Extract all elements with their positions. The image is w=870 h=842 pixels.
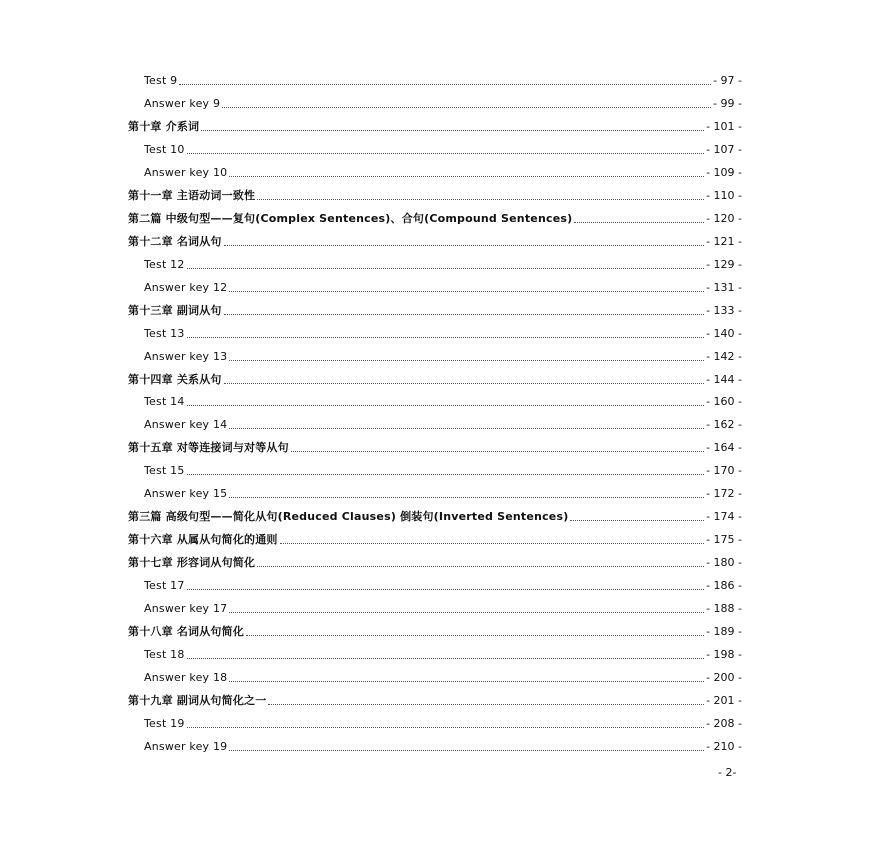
toc-entry-page: - 129 - bbox=[706, 258, 742, 271]
toc-entry[interactable] bbox=[144, 68, 742, 88]
toc-entry[interactable] bbox=[144, 734, 742, 754]
dot-leader bbox=[570, 519, 704, 521]
toc-entry-page: - 198 - bbox=[706, 648, 742, 661]
dot-leader bbox=[257, 565, 704, 567]
dot-leader bbox=[187, 657, 705, 659]
dot-leader bbox=[187, 588, 705, 590]
toc-entry-page: - 109 - bbox=[706, 166, 742, 179]
dot-leader bbox=[229, 290, 704, 292]
toc-chapter-entry[interactable] bbox=[128, 114, 742, 134]
toc-entry[interactable] bbox=[144, 665, 742, 685]
dot-leader bbox=[229, 427, 704, 429]
toc-entry-title: Answer key 10 bbox=[144, 166, 228, 179]
toc-entry-title: Answer key 19 bbox=[144, 740, 228, 753]
toc-entry[interactable] bbox=[144, 275, 742, 295]
toc-part-entry[interactable] bbox=[128, 504, 742, 524]
toc-entry-page: - 110 - bbox=[706, 189, 742, 202]
toc-entry-page: - 175 - bbox=[706, 533, 742, 546]
toc-entry-page: - 164 - bbox=[706, 441, 742, 454]
dot-leader bbox=[229, 175, 704, 177]
toc-entry-page: - 208 - bbox=[706, 717, 742, 730]
toc-entry[interactable] bbox=[144, 458, 742, 478]
toc-entry-page: - 99 - bbox=[713, 97, 742, 110]
dot-leader bbox=[187, 473, 705, 475]
toc-entry-title: Answer key 12 bbox=[144, 281, 228, 294]
toc-entry[interactable] bbox=[144, 389, 742, 409]
toc-entry-title: Test 19 bbox=[144, 717, 185, 730]
toc-entry[interactable] bbox=[144, 412, 742, 432]
page-number: - 2- bbox=[718, 766, 737, 779]
toc-entry-title: 第十七章 形容词从句简化 bbox=[128, 556, 256, 569]
dot-leader bbox=[187, 267, 705, 269]
dot-leader bbox=[291, 450, 704, 452]
toc-entry-page: - 180 - bbox=[706, 556, 742, 569]
toc-entry-page: - 172 - bbox=[706, 487, 742, 500]
toc-chapter-entry[interactable] bbox=[128, 527, 742, 547]
toc-entry-page: - 186 - bbox=[706, 579, 742, 592]
toc-chapter-entry[interactable] bbox=[128, 619, 742, 639]
toc-entry-page: - 201 - bbox=[706, 694, 742, 707]
toc-entry-page: - 210 - bbox=[706, 740, 742, 753]
toc-entry[interactable] bbox=[144, 642, 742, 662]
toc-chapter-entry[interactable] bbox=[128, 550, 742, 570]
toc-chapter-entry[interactable] bbox=[128, 688, 742, 708]
toc-entry-title: 第十一章 主语动词一致性 bbox=[128, 189, 256, 202]
toc-chapter-entry[interactable] bbox=[128, 298, 742, 318]
toc-entry-title: Test 15 bbox=[144, 464, 185, 477]
dot-leader bbox=[224, 244, 704, 246]
toc-chapter-entry[interactable] bbox=[128, 435, 742, 455]
toc-entry-page: - 189 - bbox=[706, 625, 742, 638]
toc-entry-title: Test 9 bbox=[144, 74, 178, 87]
toc-entry-title: Test 12 bbox=[144, 258, 185, 271]
toc-entry-title: Answer key 15 bbox=[144, 487, 228, 500]
toc-entry-title: Test 13 bbox=[144, 327, 185, 340]
toc-entry-title: 第十章 介系词 bbox=[128, 120, 200, 133]
toc-chapter-entry[interactable] bbox=[128, 229, 742, 249]
toc-entry-title: Test 17 bbox=[144, 579, 185, 592]
toc-entry-page: - 97 - bbox=[713, 74, 742, 87]
toc-entry-title: 第十四章 关系从句 bbox=[128, 373, 222, 386]
toc-entry[interactable] bbox=[144, 91, 742, 111]
dot-leader bbox=[222, 106, 711, 108]
toc-chapter-entry[interactable] bbox=[128, 183, 742, 203]
toc-entry-page: - 170 - bbox=[706, 464, 742, 477]
toc-entry-page: - 120 - bbox=[706, 212, 742, 225]
toc-entry-title: Answer key 18 bbox=[144, 671, 228, 684]
toc-entry-page: - 131 - bbox=[706, 281, 742, 294]
dot-leader bbox=[229, 496, 704, 498]
dot-leader bbox=[229, 359, 704, 361]
dot-leader bbox=[246, 634, 704, 636]
dot-leader bbox=[187, 726, 705, 728]
toc-entry[interactable] bbox=[144, 596, 742, 616]
dot-leader bbox=[187, 336, 705, 338]
toc-entry-page: - 121 - bbox=[706, 235, 742, 248]
toc-entry-title: 第十八章 名词从句简化 bbox=[128, 625, 245, 638]
dot-leader bbox=[201, 129, 704, 131]
toc-entry[interactable] bbox=[144, 344, 742, 364]
toc-entry-title: 第十三章 副词从句 bbox=[128, 304, 222, 317]
toc-entry[interactable] bbox=[144, 481, 742, 501]
toc-entry-title: Answer key 13 bbox=[144, 350, 228, 363]
toc-entry-page: - 188 - bbox=[706, 602, 742, 615]
toc-entry-page: - 142 - bbox=[706, 350, 742, 363]
toc-entry-page: - 200 - bbox=[706, 671, 742, 684]
toc-entry-title: 第十九章 副词从句简化之一 bbox=[128, 694, 267, 707]
toc-entry-title: Test 10 bbox=[144, 143, 185, 156]
dot-leader bbox=[268, 703, 704, 705]
toc-chapter-entry[interactable] bbox=[128, 367, 742, 387]
toc-entry-title: 第二篇 中级句型——复句(Complex Sentences)、合句(Compound Sentences) bbox=[128, 212, 573, 225]
toc-part-entry[interactable] bbox=[128, 206, 742, 226]
toc-entry[interactable] bbox=[144, 160, 742, 180]
toc-entry-title: Answer key 14 bbox=[144, 418, 228, 431]
toc-entry-page: - 133 - bbox=[706, 304, 742, 317]
toc-entry-title: 第十二章 名词从句 bbox=[128, 235, 222, 248]
toc-entry-title: Answer key 17 bbox=[144, 602, 228, 615]
dot-leader bbox=[187, 152, 705, 154]
toc-entry[interactable] bbox=[144, 137, 742, 157]
toc-entry-page: - 144 - bbox=[706, 373, 742, 386]
toc-entry[interactable] bbox=[144, 573, 742, 593]
dot-leader bbox=[280, 542, 704, 544]
toc-entry-page: - 160 - bbox=[706, 395, 742, 408]
toc-entry-title: Answer key 9 bbox=[144, 97, 221, 110]
toc-entry-page: - 174 - bbox=[706, 510, 742, 523]
toc-entry-title: 第三篇 高级句型——简化从句(Reduced Clauses) 倒装句(Inverted Sentences) bbox=[128, 510, 569, 523]
toc-entry-page: - 101 - bbox=[706, 120, 742, 133]
toc-entry[interactable] bbox=[144, 252, 742, 272]
toc-entry[interactable] bbox=[144, 711, 742, 731]
dot-leader bbox=[229, 749, 704, 751]
toc-entry[interactable] bbox=[144, 321, 742, 341]
toc-entry-page: - 162 - bbox=[706, 418, 742, 431]
dot-leader bbox=[224, 382, 704, 384]
dot-leader bbox=[229, 611, 704, 613]
toc-entry-title: 第十六章 从属从句简化的通则 bbox=[128, 533, 278, 546]
toc-entry-title: Test 14 bbox=[144, 395, 185, 408]
dot-leader bbox=[229, 680, 704, 682]
dot-leader bbox=[179, 83, 711, 85]
toc-entry-title: 第十五章 对等连接词与对等从句 bbox=[128, 441, 289, 454]
toc-entry-page: - 107 - bbox=[706, 143, 742, 156]
toc-entry-page: - 140 - bbox=[706, 327, 742, 340]
toc-entry-title: Test 18 bbox=[144, 648, 185, 661]
dot-leader bbox=[187, 404, 705, 406]
dot-leader bbox=[224, 313, 704, 315]
dot-leader bbox=[257, 198, 704, 200]
dot-leader bbox=[574, 221, 704, 223]
